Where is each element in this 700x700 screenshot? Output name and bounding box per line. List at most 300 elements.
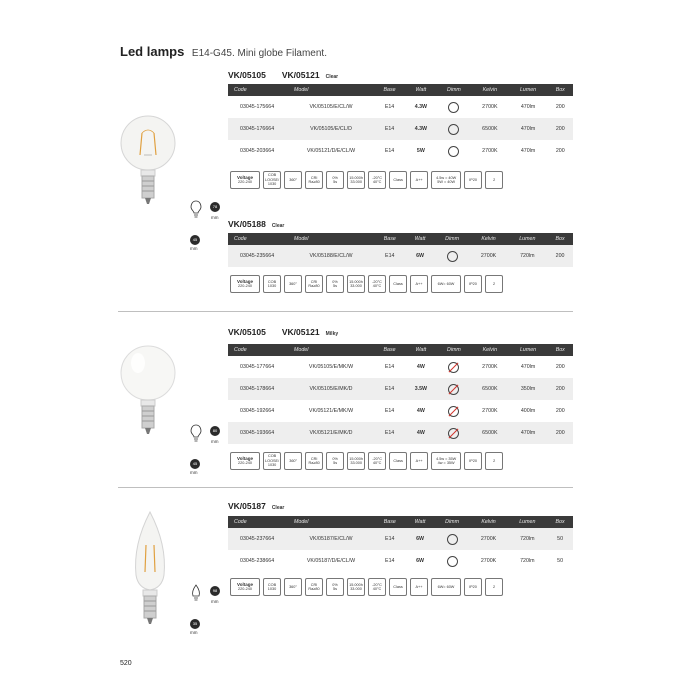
width-dim-badge: 45 [190, 235, 200, 245]
cell-code: 03045-192664 [240, 408, 275, 414]
feature-icon [485, 171, 503, 189]
model-name: VK/05121 [281, 327, 320, 337]
feature-icon-label: A++ [415, 584, 423, 589]
cell-base: E14 [374, 422, 405, 444]
cell-kelvin: 2700K [470, 528, 508, 550]
feature-icon-label: 360° [289, 458, 298, 463]
col-dimm: Dimm [435, 233, 470, 245]
col-kelvin: Kelvin [471, 344, 508, 356]
feature-icon-label: Class [393, 177, 403, 182]
feature-icon-label: IP20 [469, 281, 477, 286]
feature-icon [464, 578, 482, 596]
feature-icons-row [230, 171, 503, 189]
feature-icon-label: IP20 [469, 458, 478, 463]
cell-lumen: 470lm [509, 422, 548, 444]
feature-icon [305, 452, 323, 470]
cell-box: 200 [547, 245, 573, 267]
model-name: VK/05105 [228, 70, 266, 80]
feature-icon [326, 171, 344, 189]
feature-icon [263, 275, 281, 293]
feature-icon-label: 0% [332, 456, 338, 461]
feature-icon-label: 5s [333, 461, 338, 465]
col-box: Box [547, 516, 573, 528]
col-box: Box [547, 233, 573, 245]
feature-icon [347, 275, 365, 293]
cell-base: E14 [374, 118, 405, 140]
feature-icon [347, 171, 365, 189]
spec-table [228, 516, 573, 572]
non-dimmable-icon [448, 428, 459, 439]
feature-icon-label: 360° [289, 281, 297, 286]
cell-lumen: 720lm [520, 558, 535, 564]
feature-icon [326, 578, 344, 596]
table-row [228, 245, 573, 267]
section-divider [118, 311, 573, 312]
height-dim-badge: 80 [210, 426, 220, 436]
feature-icon-label: 4.5w = 35W [436, 456, 457, 461]
feature-icon [284, 452, 302, 470]
feature-icon-label: 0% [332, 279, 338, 284]
col-code: Code [228, 516, 288, 528]
spec-table [228, 84, 573, 162]
table-row [228, 528, 573, 550]
table-row [228, 356, 573, 378]
feature-icon-label: Ra≥80 [308, 587, 320, 591]
feature-icon-label: CRI [310, 582, 318, 587]
feature-icon-label: 33.000 [350, 461, 362, 465]
dimension-block-3 [190, 424, 219, 447]
cell-dimm [437, 400, 471, 422]
cell-dimm [435, 550, 470, 572]
feature-icon [485, 578, 503, 596]
feature-icon [347, 452, 365, 470]
feature-icon [230, 171, 260, 189]
feature-icon-label: 33.000 [350, 284, 362, 288]
height-dim-badge: 98 [210, 586, 220, 596]
cell-watt: 6W [406, 245, 435, 267]
cell-kelvin: 2700K [482, 104, 498, 110]
feature-icon-label: Class [393, 458, 403, 463]
cell-watt: 4W [405, 422, 437, 444]
width-dim-block-1 [190, 228, 200, 251]
cell-kelvin: 2700K [482, 364, 498, 370]
cell-box: 200 [555, 364, 565, 370]
feature-icon-label: Ra≥80 [308, 461, 320, 465]
table-row [228, 422, 573, 444]
feature-icon-label: LOOSE/ [265, 458, 280, 463]
cell-kelvin: 6500K [471, 378, 508, 400]
feature-icon [263, 171, 281, 189]
cell-code: 03045-203664 [240, 148, 275, 154]
table-header-row [228, 344, 573, 356]
feature-icon [284, 171, 302, 189]
bulb-outline-icon [190, 424, 202, 442]
feature-icon-label: 2 [492, 281, 496, 286]
cell-code: 03045-235664 [228, 245, 288, 267]
cell-dimm [437, 422, 471, 444]
col-dimm: Dimm [435, 516, 470, 528]
feature-icon-label: 1030 [267, 463, 277, 468]
feature-icon [410, 171, 428, 189]
cell-model: VK/05188/E/CL/W [288, 245, 374, 267]
feature-icon-label: 40°C [372, 180, 382, 184]
feature-icon-label: 15.000h [349, 582, 363, 587]
feature-icon-label: 6W= 60W [437, 281, 455, 286]
width-unit: mm [190, 470, 198, 475]
feature-icon-label: 40°C [372, 587, 382, 591]
height-unit: mm [211, 215, 219, 220]
feature-icon [368, 578, 386, 596]
cell-box: 200 [555, 408, 565, 414]
height-unit: mm [211, 599, 219, 604]
non-dimmable-icon [448, 384, 459, 395]
feature-icon-label: COB [267, 173, 277, 178]
section-heading [228, 219, 284, 229]
non-dimmable-icon [448, 362, 459, 373]
cell-base: E14 [374, 528, 406, 550]
cell-watt: 4W [416, 408, 425, 414]
height-unit: mm [211, 439, 219, 444]
feature-icon [389, 452, 407, 470]
feature-icon [431, 452, 461, 470]
feature-icon-label: 5s [332, 587, 337, 591]
feature-icon-label: 220-240 [238, 587, 252, 591]
dimmable-icon [448, 124, 459, 135]
feature-icon-label: 2 [492, 584, 496, 589]
cell-lumen: 350lm [509, 378, 548, 400]
width-dim-badge: 35 [190, 619, 200, 629]
col-model: Model [288, 84, 374, 96]
height-dim-badge: 78 [210, 202, 220, 212]
cell-dimm [435, 245, 470, 267]
cell-lumen: 720lm [508, 528, 548, 550]
cell-dimm [437, 356, 471, 378]
cell-dimm [435, 528, 470, 550]
width-unit: mm [190, 246, 198, 251]
feature-icon-label: Class [393, 584, 403, 589]
col-lumen: Lumen [508, 516, 548, 528]
feature-icon-label: 1030 [267, 182, 277, 187]
cell-watt: 3.5W [405, 378, 437, 400]
cell-watt: 6W [416, 558, 425, 564]
feature-icon [347, 578, 365, 596]
cell-code: 03045-237664 [228, 528, 288, 550]
feature-icon-label: A++ [415, 458, 423, 463]
cell-lumen: 470lm [520, 104, 536, 110]
cell-box: 200 [548, 422, 573, 444]
table-row [228, 140, 573, 162]
col-box: Box [548, 84, 573, 96]
feature-icon-label: CRI [310, 456, 318, 461]
table-row [228, 400, 573, 422]
feature-icon-label: COB [267, 454, 277, 459]
feature-icon-label: 4w = 35W [437, 461, 455, 465]
feature-icon [389, 171, 407, 189]
col-code: Code [228, 84, 288, 96]
feature-icon [305, 578, 323, 596]
feature-icon-label: COB [267, 582, 277, 587]
page-subtitle: E14-G45. Mini globe Filament. [191, 48, 327, 59]
cell-watt: 4W [416, 364, 425, 370]
col-base: Base [374, 344, 405, 356]
col-model: Model [288, 233, 374, 245]
cell-code: 03045-175664 [240, 104, 275, 110]
cell-kelvin: 2700K [470, 245, 508, 267]
cell-base: E14 [374, 245, 406, 267]
cell-model: VK/05105/E/MK/D [288, 378, 374, 400]
col-watt: Watt [405, 344, 437, 356]
cell-kelvin: 2700K [482, 408, 498, 414]
col-base: Base [374, 233, 406, 245]
feature-icon-label: 33.000 [350, 180, 362, 184]
cell-watt: 5W [416, 148, 425, 154]
cell-base: E14 [384, 364, 395, 370]
cell-watt: 4.3W [414, 104, 428, 110]
feature-icon [230, 578, 260, 596]
feature-icon-label: 220-240 [238, 284, 252, 288]
feature-icon [230, 275, 260, 293]
feature-icon [326, 452, 344, 470]
section-heading [228, 501, 284, 511]
model-name: VK/05187 [228, 501, 266, 511]
cell-box: 200 [555, 104, 565, 110]
feature-icon-label: 40°C [372, 284, 382, 288]
feature-icon [485, 452, 503, 470]
section-divider [118, 487, 573, 488]
feature-icon [464, 171, 482, 189]
model-name: VK/05121 [281, 70, 320, 80]
width-unit: mm [190, 630, 198, 635]
cell-base: E14 [385, 558, 395, 564]
feature-icon [368, 171, 386, 189]
cell-watt: 4.3W [405, 118, 437, 140]
feature-icon-label: 0% [332, 175, 338, 180]
cell-base: E14 [384, 148, 395, 154]
feature-icon [410, 578, 428, 596]
col-code: Code [228, 233, 288, 245]
width-dim-badge: 45 [190, 459, 200, 469]
feature-icon-label: 1030 [267, 284, 277, 288]
feature-icon [263, 452, 281, 470]
col-box: Box [548, 344, 573, 356]
feature-icon-label: COB [267, 279, 277, 284]
cell-lumen: 470lm [520, 364, 536, 370]
model-name: VK/05105 [228, 327, 266, 337]
cell-kelvin: 6500K [471, 118, 508, 140]
non-dimmable-icon [448, 406, 459, 417]
feature-icon [464, 452, 482, 470]
dimmable-icon [448, 146, 459, 157]
col-base: Base [374, 516, 406, 528]
col-watt: Watt [406, 516, 435, 528]
candle-outline-icon [190, 584, 202, 602]
feature-icon-label: CRI [310, 279, 318, 284]
dimmable-icon [448, 102, 459, 113]
feature-icon-label: A++ [415, 281, 423, 286]
page-title [120, 44, 327, 59]
cell-model: VK/05121/D/E/CL/W [306, 148, 356, 154]
col-kelvin: Kelvin [470, 233, 508, 245]
cell-code: 03045-177664 [240, 364, 275, 370]
col-code: Code [228, 344, 288, 356]
section-heading [228, 327, 338, 337]
col-model: Model [288, 516, 374, 528]
globe-clear-bulb-image [118, 105, 178, 215]
globe-milky-bulb-image [118, 335, 178, 445]
finish-tag: Clear [271, 505, 285, 511]
dimmable-icon [447, 534, 458, 545]
section-heading [228, 70, 338, 80]
feature-icon [326, 275, 344, 293]
feature-icon [431, 578, 461, 596]
table-header-row [228, 84, 573, 96]
cell-box: 50 [557, 558, 564, 564]
feature-icon-label: 15.000h [349, 279, 363, 284]
cell-box: 200 [548, 118, 573, 140]
cell-box: 50 [547, 528, 573, 550]
feature-icon [305, 171, 323, 189]
cell-lumen: 400lm [520, 408, 536, 414]
col-dimm: Dimm [437, 84, 471, 96]
dimension-block-4 [190, 584, 219, 607]
feature-icon-label: 360° [289, 584, 297, 589]
cell-code: 03045-176664 [228, 118, 288, 140]
feature-icon-label: 5W = 40W [437, 180, 456, 184]
feature-icon [368, 275, 386, 293]
feature-icon-label: Voltage [237, 455, 253, 461]
col-watt: Watt [406, 233, 435, 245]
table-row [228, 118, 573, 140]
feature-icon-label: 0% [332, 582, 338, 587]
feature-icon-label: A++ [415, 177, 423, 182]
finish-tag: Clear [325, 74, 339, 80]
feature-icon [263, 578, 281, 596]
col-kelvin: Kelvin [471, 84, 508, 96]
feature-icon-label: IP20 [469, 584, 477, 589]
col-kelvin: Kelvin [470, 516, 508, 528]
feature-icon-label: 6W= 60W [437, 584, 455, 589]
feature-icons-row [230, 275, 503, 293]
table-row [228, 378, 573, 400]
candle-bulb-image [128, 510, 173, 630]
col-lumen: Lumen [509, 84, 548, 96]
dimmable-icon [447, 556, 458, 567]
col-watt: Watt [405, 84, 437, 96]
feature-icon-label: 4.5w = 40W [436, 175, 457, 180]
feature-icon-label: Voltage [237, 581, 253, 587]
col-base: Base [374, 84, 405, 96]
feature-icon [464, 275, 482, 293]
spec-table [228, 233, 573, 267]
cell-dimm [437, 378, 471, 400]
feature-icon-label: Ra≥80 [308, 180, 320, 184]
dimension-block-1 [190, 200, 219, 223]
feature-icon-label: 40°C [372, 461, 382, 465]
feature-icon-label: Voltage [237, 278, 253, 284]
feature-icon-label: 220-240 [238, 180, 252, 184]
width-dim-block-4 [190, 612, 200, 635]
feature-icon-label: 15.000h [349, 456, 363, 461]
model-name: VK/05188 [228, 219, 266, 229]
cell-model: VK/05121/E/MK/D [288, 422, 374, 444]
feature-icon-label: -20°C [372, 279, 382, 284]
table-row [228, 96, 573, 118]
width-dim-block-3 [190, 452, 200, 475]
feature-icon [230, 452, 260, 470]
dimmable-icon [447, 251, 458, 262]
cell-model: VK/05187/D/E/CL/W [306, 558, 356, 564]
cell-model: VK/05105/E/MK/W [308, 364, 354, 370]
feature-icon-label: Class [393, 281, 403, 286]
feature-icon [305, 275, 323, 293]
col-lumen: Lumen [509, 344, 548, 356]
finish-tag: Clear [271, 223, 285, 229]
feature-icon [410, 452, 428, 470]
cell-lumen: 720lm [508, 245, 548, 267]
feature-icon-label: 2 [493, 458, 496, 463]
cell-lumen: 470lm [520, 148, 536, 154]
feature-icon [431, 171, 461, 189]
finish-tag: Milky [325, 331, 339, 337]
feature-icon [389, 275, 407, 293]
cell-base: E14 [374, 378, 405, 400]
cell-kelvin: 6500K [471, 422, 508, 444]
feature-icon-label: 360° [289, 177, 298, 182]
feature-icon-label: -20°C [372, 175, 383, 180]
cell-dimm [437, 118, 471, 140]
feature-icon-label: 5s [333, 180, 338, 184]
cell-model: VK/05105/E/CL/D [288, 118, 374, 140]
cell-base: E14 [384, 104, 395, 110]
cell-code: 03045-193664 [228, 422, 288, 444]
cell-watt: 6W [406, 528, 435, 550]
col-dimm: Dimm [437, 344, 471, 356]
feature-icon [431, 275, 461, 293]
feature-icon-label: -20°C [372, 582, 382, 587]
feature-icon [410, 275, 428, 293]
feature-icon-label: LOOSE/ [265, 177, 280, 182]
feature-icon-label: 1030 [267, 587, 277, 591]
cell-model: VK/05187/E/CL/W [288, 528, 374, 550]
feature-icon [284, 275, 302, 293]
feature-icon [284, 578, 302, 596]
feature-icon-label: Voltage [237, 174, 253, 180]
feature-icon [389, 578, 407, 596]
spec-table [228, 344, 573, 444]
feature-icon-label: IP20 [469, 177, 478, 182]
feature-icon-label: 220-240 [238, 461, 252, 465]
feature-icon-label: 2 [493, 177, 496, 182]
table-header-row [228, 516, 573, 528]
cell-kelvin: 2700K [482, 148, 498, 154]
feature-icons-row [230, 452, 503, 470]
cell-box: 200 [555, 148, 565, 154]
cell-box: 200 [548, 378, 573, 400]
cell-kelvin: 2700K [480, 558, 497, 564]
feature-icons-row [230, 578, 503, 596]
table-row [228, 550, 573, 572]
cell-code: 03045-238664 [240, 558, 275, 564]
col-lumen: Lumen [508, 233, 548, 245]
feature-icon-label: 15.000h [349, 175, 363, 180]
bulb-outline-icon [190, 200, 202, 218]
feature-icon-label: 5s [332, 284, 337, 288]
cell-code: 03045-178664 [228, 378, 288, 400]
cell-dimm [437, 96, 471, 118]
cell-model: VK/05121/E/MK/W [308, 408, 354, 414]
cell-base: E14 [384, 408, 395, 414]
feature-icon [485, 275, 503, 293]
